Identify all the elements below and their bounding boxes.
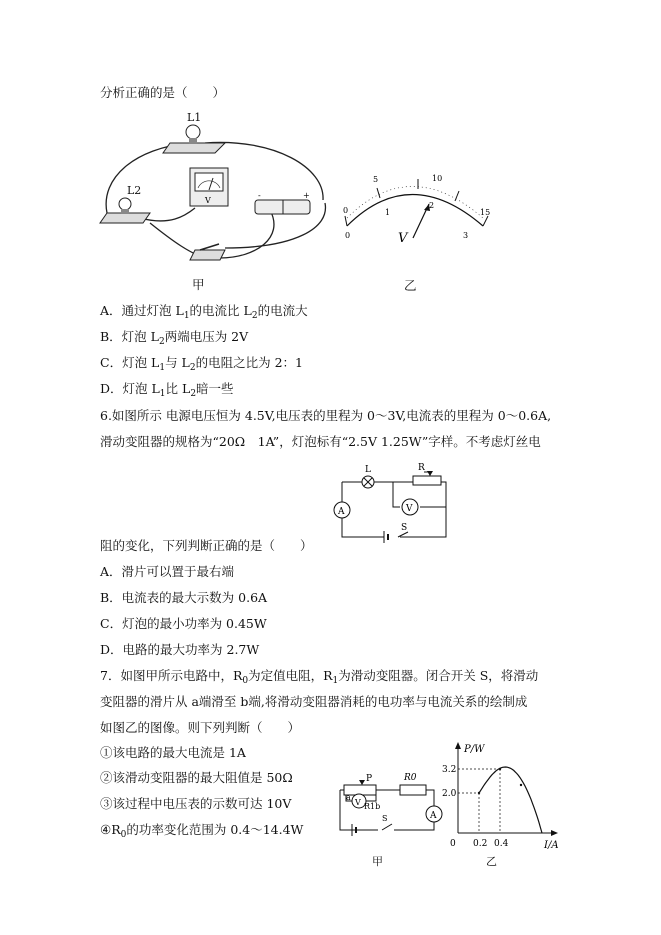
svg-text:S: S (401, 523, 408, 533)
q7-statement-1: ①该电路的最大电流是 1A (100, 745, 246, 760)
q7-stem-line1: 7．如图甲所示电路中，$R_0$为定值电阻，$R_1$为滑动变阻器。闭合开关 S，将滑动 (100, 668, 539, 686)
data-point (520, 784, 522, 786)
q5-option-b: B．灯泡 $L_2$两端电压为 2V (100, 329, 249, 347)
q5-label-l1: L1 (187, 111, 202, 124)
q7-stem-line2: 变阻器的滑片从 a端滑至 b端,将滑动变阻器消耗的电功率与电流关系的绘制成 (100, 694, 528, 709)
svg-text:I/A: I/A (544, 840, 559, 851)
q5-option-a: A．通过灯泡 $L_1$的电流比 $L_2$的电流大 (100, 303, 308, 321)
svg-text:5: 5 (373, 175, 379, 184)
svg-text:3: 3 (463, 231, 469, 240)
svg-text:V: V (205, 196, 211, 205)
q7-statement-2: ②该滑动变阻器的最大阻值是 50Ω (100, 770, 293, 785)
svg-text:A: A (338, 507, 345, 517)
q7-statement-3: ③该过程中电压表的示数可达 10V (100, 796, 292, 811)
svg-text:R0: R0 (404, 773, 417, 783)
q6-stem-line2: 滑动变阻器的规格为“20Ω 1A”，灯泡标有“2.5V 1.25W”字样。不考虑灯丝电 (100, 434, 541, 449)
q7-stem-line3: 如图乙的图像。则下列判断（ ） (100, 720, 301, 735)
q6-stem-line1: 6.如图所示 电源电压恒为 4.5V,电压表的里程为 0～3V,电流表的里程为 0～0.6A, (100, 408, 552, 423)
q5-caption-jia: 甲 (192, 277, 205, 292)
svg-text:R1b: R1b (364, 802, 381, 811)
svg-text:0: 0 (450, 839, 456, 849)
y-tick-label: 2.0 (442, 789, 457, 799)
q7-graph-yi (442, 738, 562, 853)
q7-statement-4: $④R_0$的功率变化范围为 0.4～14.4W (100, 822, 304, 840)
q5-stem-tail: 分析正确的是（ ） (100, 85, 226, 100)
svg-text:V: V (355, 798, 361, 807)
svg-text:P/W: P/W (464, 744, 485, 755)
q6-option-a: A．滑片可以置于最右端 (100, 564, 235, 579)
svg-text:S: S (382, 814, 388, 823)
svg-text:10: 10 (432, 174, 443, 183)
q7-circuit-jia (332, 768, 444, 838)
svg-text:L: L (365, 465, 371, 475)
svg-text:a: a (346, 793, 351, 802)
q6-option-c: C．灯泡的最小功率为 0.45W (100, 616, 267, 631)
q5-label-l2: L2 (127, 184, 142, 197)
svg-text:0: 0 (345, 231, 351, 240)
svg-text:2: 2 (429, 201, 435, 210)
q5-caption-yi: 乙 (404, 278, 417, 293)
q7-caption-jia: 甲 (372, 855, 383, 868)
q5-figure-yi (325, 168, 495, 248)
x-tick-label: 0.4 (494, 839, 509, 849)
svg-text:-: - (258, 191, 261, 200)
q5-option-d: D．灯泡 $L_1$比 $L_2$暗一些 (100, 381, 234, 399)
y-tick-label: 3.2 (442, 765, 457, 775)
power-curve (479, 767, 542, 833)
svg-text:15: 15 (480, 208, 491, 217)
svg-text:0: 0 (343, 206, 349, 215)
svg-text:V: V (406, 504, 413, 514)
q5-option-c: C．灯泡 $L_1$与 $L_2$的电阻之比为 2：1 (100, 355, 303, 373)
svg-text:+: + (303, 191, 310, 200)
svg-text:P: P (366, 774, 373, 784)
svg-text:R: R (418, 463, 425, 473)
q5-dial-symbol: V (398, 231, 408, 246)
q6-option-d: D．电路的最大功率为 2.7W (100, 642, 260, 657)
x-tick-label: 0.2 (473, 839, 488, 849)
q6-stem-line3: 阻的变化，下列判断正确的是（ ） (100, 538, 313, 553)
svg-text:A: A (430, 811, 437, 821)
q6-option-b: B．电流表的最大示数为 0.6A (100, 590, 268, 605)
q6-circuit (328, 462, 458, 547)
q7-caption-yi: 乙 (486, 855, 497, 868)
svg-text:1: 1 (385, 208, 391, 217)
